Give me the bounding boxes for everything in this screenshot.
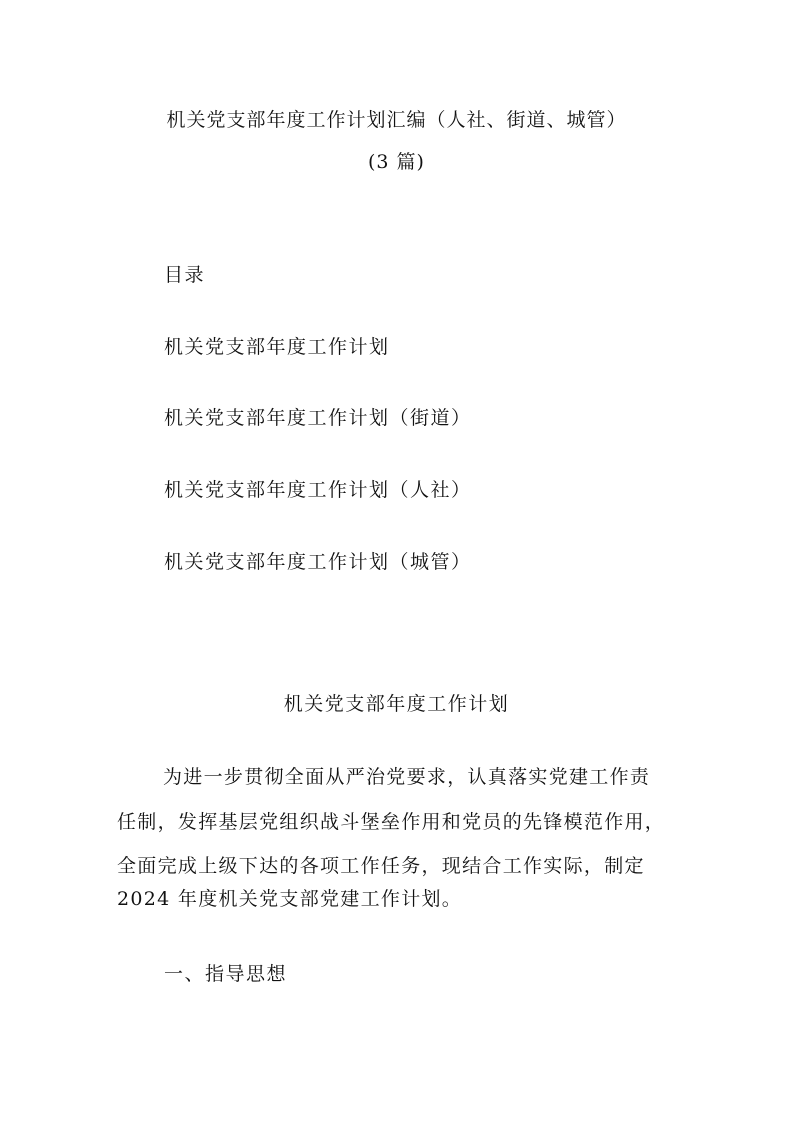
- section-heading-one: 一、指导思想: [164, 963, 288, 985]
- toc-item: 机关党支部年度工作计划（人社）: [164, 479, 472, 501]
- document-subtitle-count: (3 篇): [368, 151, 425, 173]
- paragraph-line: 全面完成上级下达的各项工作任务，现结合工作实际，制定: [117, 855, 645, 877]
- toc-item: 机关党支部年度工作计划（城管）: [164, 551, 472, 573]
- paragraph-line: 任制，发挥基层党组织战斗堡垒作用和党员的先锋模范作用，: [117, 811, 666, 833]
- toc-item: 机关党支部年度工作计划: [164, 336, 390, 358]
- paragraph-line: 2024 年度机关党支部党建工作计划。: [117, 888, 463, 910]
- section-title: 机关党支部年度工作计划: [283, 693, 510, 715]
- toc-item: 机关党支部年度工作计划（街道）: [164, 407, 472, 429]
- document-title: 机关党支部年度工作计划汇编（人社、街道、城管）: [166, 109, 627, 131]
- toc-heading: 目录: [164, 264, 206, 286]
- paragraph-line: 为进一步贯彻全面从严治党要求，认真落实党建工作责: [163, 766, 651, 788]
